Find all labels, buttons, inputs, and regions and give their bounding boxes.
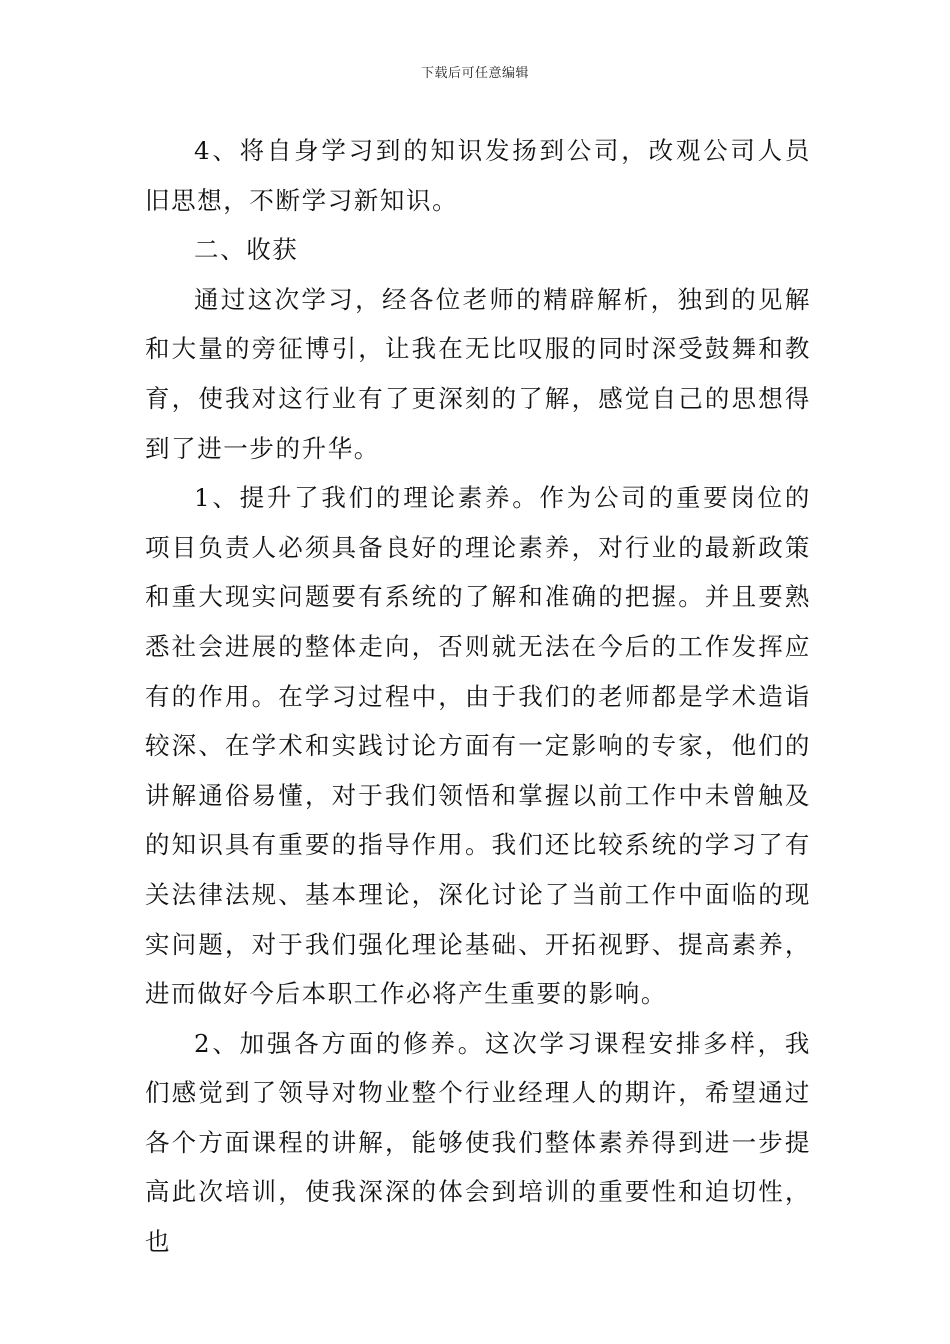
document-body — [145, 126, 811, 1267]
page-header: 下载后可任意编辑 — [420, 66, 529, 81]
paragraph-point-1: 1、提升了我们的理论素养。作为公司的重要岗位的项目负责人必须具备良好的理论素养，对行业的最新政策和重大现实问题要有系统的了解和准确的把握。并且要熟悉社会进展的整体走向，否则就无法在今后的工作发挥应有的作用。在学习过程中，由于我们的老师都是学术造诣较深、在学术和实践讨论方面有一定影响的专家，他们的讲解通俗易懂，对于我们领悟和掌握以前工作中未曾触及的知识具有重要的指导作用。我们还比较系统的学习了有关法律法规、基本理论，深化讨论了当前工作中面临的现实问题，对于我们强化理论基础、开拓视野、提高素养，进而做好今后本职工作必将产生重要的影响。 — [145, 483, 811, 1009]
section-heading-harvest: 二、收获 — [194, 235, 299, 265]
paragraph-point-2: 2、加强各方面的修养。这次学习课程安排多样，我们感觉到了领导对物业整个行业经理人的期许，希望通过各个方面课程的讲解，能够使我们整体素养得到进一步提高此次培训，使我深深的体会到培训的重要性和迫切性，也 — [145, 1028, 811, 1257]
paragraph-intro: 通过这次学习，经各位老师的精辟解析，独到的见解和大量的旁征博引，让我在无比叹服的同时深受鼓舞和教育，使我对这行业有了更深刻的了解，感觉自己的思想得到了进一步的升华。 — [145, 284, 811, 463]
paragraph-item-4: 4、将自身学习到的知识发扬到公司，改观公司人员旧思想，不断学习新知识。 — [145, 136, 811, 215]
